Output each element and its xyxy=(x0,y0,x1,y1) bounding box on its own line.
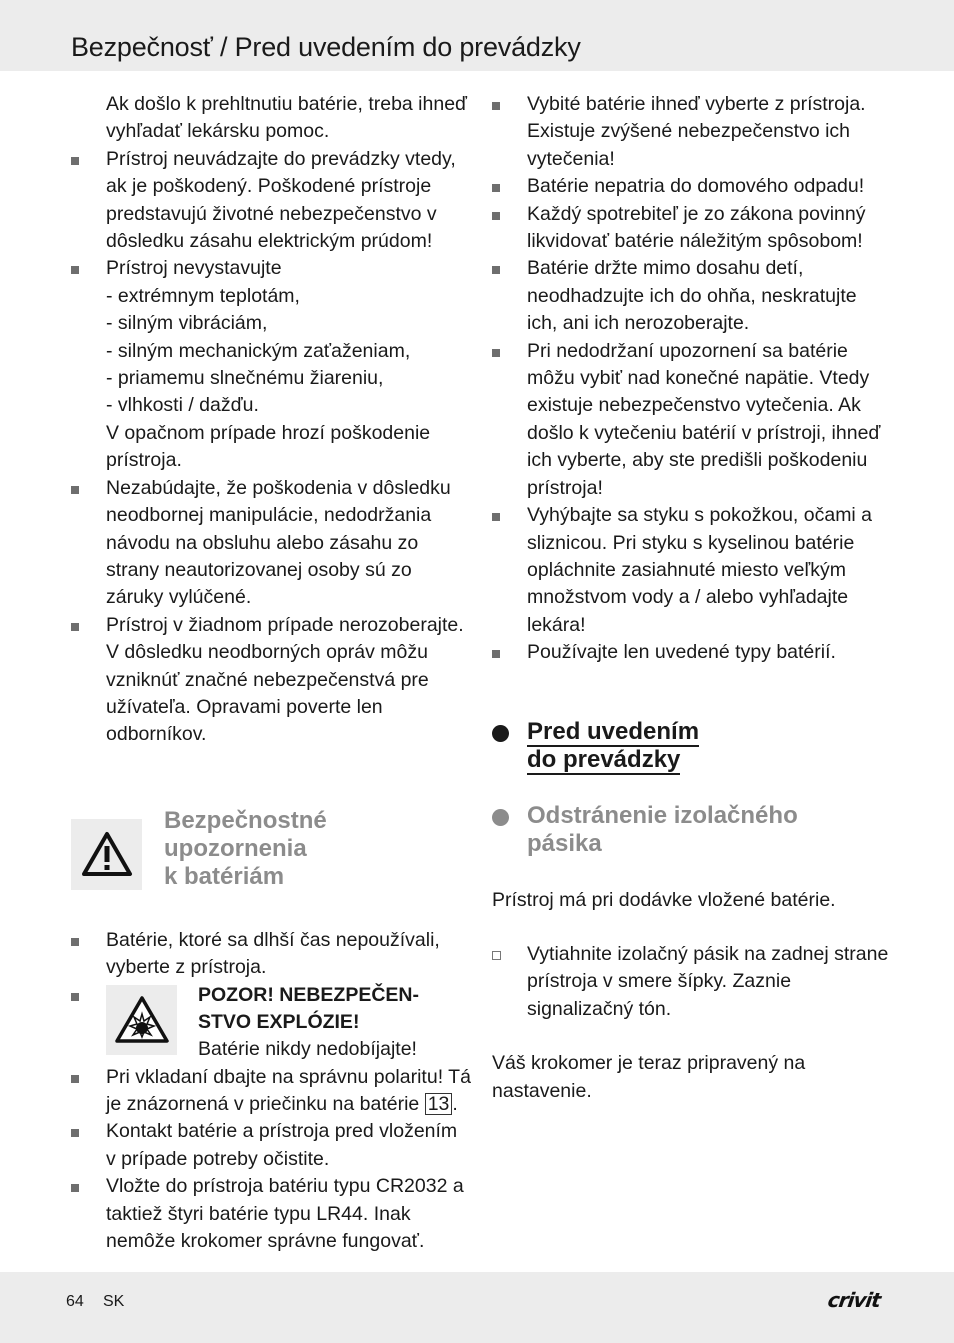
list-item xyxy=(492,255,892,337)
square-bullet-icon xyxy=(71,486,79,494)
list-item xyxy=(71,475,471,612)
list-item-text: Používajte len uvedené typy batérií. xyxy=(527,641,836,664)
list-item-text: Vyhýbajte sa styku s pokožkou, očami a sliznicou. Pri styku s kyselinou batérie opláchnite zasiahnuté miesto veľkým množstvom vody a / alebo vyhľadajte lekára! xyxy=(527,504,873,636)
paragraph: Prístroj má pri dodávke vložené batérie. xyxy=(492,888,836,911)
square-bullet-icon xyxy=(492,513,500,521)
list-item xyxy=(71,927,471,982)
square-bullet-icon xyxy=(71,1129,79,1137)
square-bullet-icon xyxy=(492,650,500,658)
square-bullet-icon xyxy=(71,1075,79,1083)
heading-line: do prevádzky xyxy=(527,745,681,773)
square-bullet-icon xyxy=(492,266,500,274)
list-item-expose xyxy=(71,255,471,474)
step-text: Vytiahnite izolačný pásik na zadnej strane prístroja v smere šípky. Zaznie signalizačný tón. xyxy=(527,942,889,1020)
explosion-hazard-icon xyxy=(106,985,177,1055)
list-item xyxy=(71,1173,471,1255)
punctuation: . xyxy=(452,1092,458,1115)
page-header xyxy=(0,0,954,71)
list-item xyxy=(71,1118,471,1173)
dash-item: - extrémnym teplotám, xyxy=(106,284,300,307)
square-bullet-icon xyxy=(71,157,79,165)
left-column xyxy=(71,91,471,1255)
list-item-text: Vybité batérie ihneď vyberte z prístroja. Existuje zvýšené nebezpečenstvo ich vytečenia! xyxy=(527,93,866,170)
list-item-text: Pri vkladaní dbajte na správnu polaritu! Tá je znázornená v priečinku na batérie xyxy=(106,1065,471,1115)
list-item-text: Prístroj neuvádzajte do prevádzky vtedy, ak je poškodený. Poškodené prístroje predstavujú životné nebezpečenstvo v dôsledku zásahu elektrickým prúdom! xyxy=(106,147,456,253)
page-number: 64 xyxy=(66,1293,84,1310)
square-bullet-icon xyxy=(71,623,79,631)
list-item-text: Kontakt batérie a prístroja pred vložením v prípade potreby očistite. xyxy=(106,1120,458,1170)
square-bullet-icon xyxy=(492,349,500,357)
section-dot-icon xyxy=(492,809,509,826)
list-item xyxy=(492,502,892,639)
square-bullet-icon xyxy=(492,212,500,220)
heading-line: Pred uvedením xyxy=(527,717,700,745)
step-item xyxy=(492,941,892,1023)
list-item xyxy=(492,338,892,502)
dash-item: - priamemu slnečnému žiareniu, xyxy=(106,367,384,390)
list-item-text: Batérie držte mimo dosahu detí, neodhadzujte ich do ohňa, neskratujte ich, ani ich nerozoberajte. xyxy=(527,257,857,335)
warning-triangle-icon xyxy=(71,819,142,890)
page-title: Bezpečnosť / Pred uvedením do prevádzky xyxy=(71,32,581,62)
square-bullet-icon xyxy=(492,102,500,110)
section-heading-insulation xyxy=(492,802,892,858)
list-item-text: Vložte do prístroja batériu typu CR2032 a taktiež štyri batérie typu LR44. Inak nemôže krokomer správne fungovať. xyxy=(106,1175,464,1252)
list-item-text: Batérie nepatria do domového odpadu! xyxy=(527,175,865,198)
square-bullet-icon xyxy=(71,938,79,946)
heading-line: pásika xyxy=(527,829,602,857)
list-item-text: Prístroj nevystavujte xyxy=(106,257,282,280)
explosion-warning xyxy=(71,982,471,1064)
right-column xyxy=(492,91,892,1105)
section-dot-icon xyxy=(492,725,509,742)
list-item xyxy=(492,173,892,200)
square-bullet-icon xyxy=(71,266,79,274)
swallow-note: Ak došlo k prehltnutiu batérie, treba ihneď vyhľadať lekársku pomoc. xyxy=(106,93,468,143)
part-reference-badge: 13 xyxy=(425,1093,453,1115)
list-item xyxy=(71,146,471,256)
battery-safety-heading xyxy=(71,807,471,907)
list-item xyxy=(71,1064,471,1119)
brand-logo: crivit xyxy=(826,1288,882,1312)
list-item-text: V opačnom prípade hrozí poškodenie prístroja. xyxy=(106,421,431,472)
heading-line: Odstránenie izolačného xyxy=(527,801,798,829)
list-item-text: Batérie, ktoré sa dlhší čas nepoužívali, vyberte z prístroja. xyxy=(106,928,440,979)
section-title: Bezpečnostné upozornenia k batériám xyxy=(164,806,327,890)
dash-item: - silným mechanickým zaťaženiam, xyxy=(106,339,411,362)
list-item-text: Každý spotrebiteľ je zo zákona povinný likvidovať batérie náležitým spôsobom! xyxy=(527,202,866,253)
list-item-text: Pri nedodržaní upozornení sa batérie môžu vybiť nad konečné napätie. Vtedy existuje nebezpečenstvo vytečenia. Ak došlo k vytečeniu batérií v prístroji, ihneď ich vyberte, aby ste predišli poškodeniu prístroja! xyxy=(527,339,881,499)
list-item xyxy=(492,91,892,173)
paragraph: Váš krokomer je teraz pripravený na nastavenie. xyxy=(492,1052,806,1102)
square-bullet-icon xyxy=(71,993,79,1001)
dash-item: - silným vibráciám, xyxy=(106,312,268,335)
language-code: SK xyxy=(103,1293,125,1310)
dash-item: - vlhkosti / dažďu. xyxy=(106,394,259,417)
square-bullet-icon xyxy=(492,184,500,192)
list-item xyxy=(492,639,892,666)
section-heading-startup xyxy=(492,718,892,774)
explosion-text: POZOR! NEBEZPEČEN- STVO EXPLÓZIE! Batérie nikdy nedobíjajte! xyxy=(198,983,420,1061)
list-item xyxy=(492,201,892,256)
list-item xyxy=(71,612,471,749)
checkbox-square-icon xyxy=(492,951,501,960)
list-item-text: Nezabúdajte, že poškodenia v dôsledku neodbornej manipulácie, nedodržania návodu na obsluhu alebo zásahu zo strany neautorizovanej osoby sú zo záruky vylúčené. xyxy=(106,476,451,609)
list-item-text: Prístroj v žiadnom prípade nerozoberajte. V dôsledku neodborných opráv môžu vzniknúť značné nebezpečenstvá pre užívateľa. Opravami poverte len odborníkov. xyxy=(106,613,464,746)
square-bullet-icon xyxy=(71,1184,79,1192)
page-footer xyxy=(0,1272,954,1343)
